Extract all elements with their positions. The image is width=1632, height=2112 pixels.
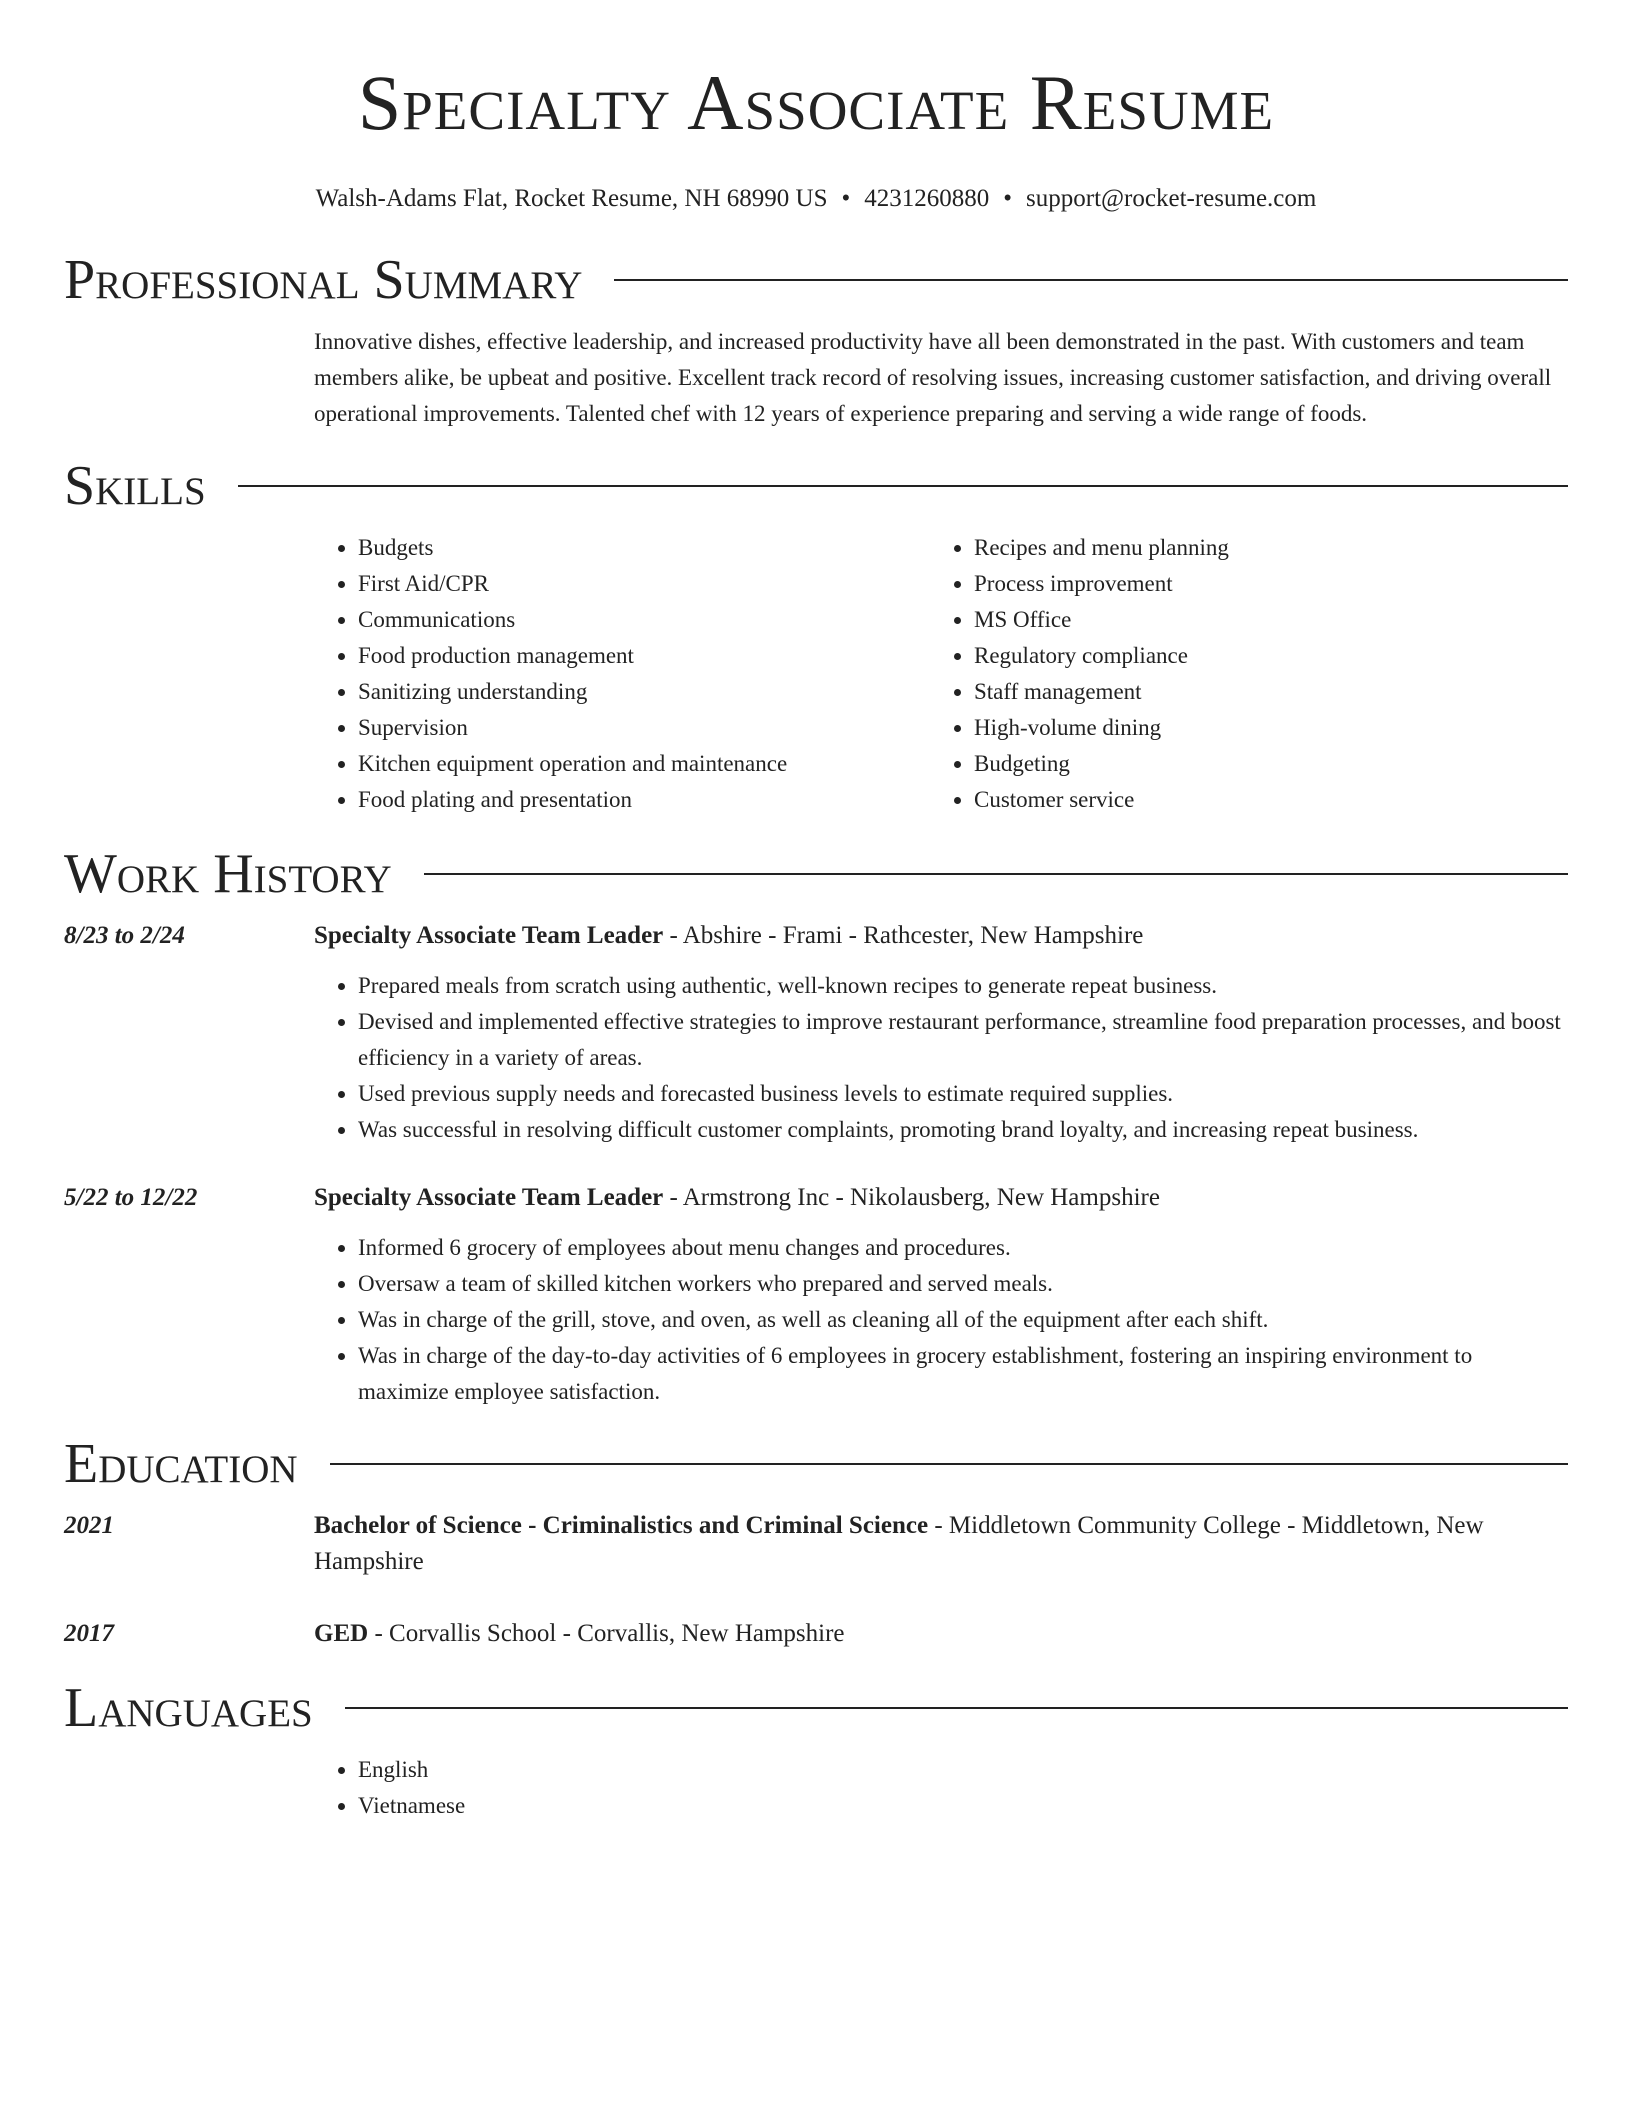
school-details: - Corvallis School - Corvallis, New Hampshire [368, 1620, 845, 1647]
skill-item: • Staff management [974, 674, 1546, 710]
resume-page [64, 0, 1568, 1824]
skill-item: • Sanitizing understanding [358, 674, 930, 710]
degree-name: GED [314, 1620, 369, 1647]
education-entry [64, 1616, 1568, 1652]
work-entry-heading [314, 918, 1568, 954]
summary-text: Innovative dishes, effective leadership, and increased productivity have all been demonstrated in the past. With customers and team members alike, be upbeat and positive. Excellent track record of resolving issues, increasing customer satisfaction, and driving overall operational improvements. Talented chef with 12 years of experience preparing and serving a wide range of foods. [314, 329, 1552, 426]
skill-item: • Budgets [358, 530, 930, 566]
summary-section-header [64, 248, 1568, 312]
skill-item: • Food production management [358, 638, 930, 674]
education-entry-body [314, 1508, 1568, 1580]
skill-item: • Customer service [974, 782, 1546, 818]
skill-item: • Budgeting [974, 746, 1546, 782]
work-entry-body [314, 1180, 1568, 1410]
resume-title: Specialty Associate Resume [357, 59, 1275, 146]
job-bullet: • Devised and implemented effective strategies to improve restaurant performance, streamline food preparation processes, and boost efficiency in a variety of areas. [358, 1004, 1568, 1076]
section-divider [238, 485, 1568, 487]
job-employer: - Abshire - Frami - Rathcester, New Hampshire [663, 922, 1144, 949]
skill-item: • MS Office [974, 602, 1546, 638]
section-divider [424, 873, 1568, 875]
skills-list-right [930, 530, 1546, 818]
education-section-header [64, 1432, 1568, 1496]
contact-phone: 4231260880 [864, 185, 990, 212]
languages-list [314, 1752, 465, 1824]
skill-item: • Communications [358, 602, 930, 638]
skills-list-left [314, 530, 930, 818]
skill-item: • First Aid/CPR [358, 566, 930, 602]
job-bullet: • Was successful in resolving difficult customer complaints, promoting brand loyalty, and increasing repeat business. [358, 1112, 1568, 1148]
language-item: • Vietnamese [358, 1788, 465, 1824]
work-entry [64, 918, 1568, 1148]
job-bullets [314, 968, 1568, 1148]
skills-column-right [930, 530, 1546, 818]
education-entry-heading [314, 1616, 1568, 1652]
job-title: Specialty Associate Team Leader [314, 922, 664, 949]
contact-separator: • [1003, 185, 1013, 212]
skills-grid [314, 530, 1568, 818]
skill-item: • Recipes and menu planning [974, 530, 1546, 566]
contact-address: Walsh-Adams Flat, Rocket Resume, NH 68990 US [315, 185, 828, 212]
education-entry-heading [314, 1508, 1568, 1580]
language-item: • English [358, 1752, 465, 1788]
work-section-header [64, 842, 1568, 906]
job-bullet: • Used previous supply needs and forecasted business levels to estimate required supplies. [358, 1076, 1568, 1112]
skill-item: • High-volume dining [974, 710, 1546, 746]
work-heading: Work History [64, 843, 392, 905]
education-entry-body [314, 1616, 1568, 1652]
job-bullet: • Prepared meals from scratch using authentic, well-known recipes to generate repeat business. [358, 968, 1568, 1004]
section-divider [330, 1463, 1568, 1465]
work-dates: 5/22 to 12/22 [64, 1184, 198, 1211]
work-dates: 8/23 to 2/24 [64, 922, 185, 949]
education-year: 2017 [64, 1620, 114, 1647]
languages-heading: Languages [64, 1677, 313, 1739]
job-bullets [314, 1230, 1568, 1410]
education-entry [64, 1508, 1568, 1580]
skills-section-header [64, 454, 1568, 518]
summary-heading: Professional Summary [64, 249, 583, 311]
skill-item: • Process improvement [974, 566, 1546, 602]
skill-item: • Kitchen equipment operation and maintenance [358, 746, 930, 782]
skill-item: • Regulatory compliance [974, 638, 1546, 674]
school-details: - Middletown Community College - Middletown, New Hampshire [314, 1512, 1484, 1575]
languages-section-header [64, 1676, 1568, 1740]
skills-column-left [314, 530, 930, 818]
contact-separator: • [841, 185, 851, 212]
skill-item: • Supervision [358, 710, 930, 746]
contact-email[interactable]: support@rocket-resume.com [1026, 185, 1317, 212]
languages-block [314, 1752, 1568, 1824]
skills-heading: Skills [64, 455, 206, 517]
job-employer: - Armstrong Inc - Nikolausberg, New Hampshire [663, 1184, 1160, 1211]
skill-item: • Food plating and presentation [358, 782, 930, 818]
work-entry-heading [314, 1180, 1568, 1216]
job-bullet: • Informed 6 grocery of employees about menu changes and procedures. [358, 1230, 1568, 1266]
job-bullet: • Was in charge of the grill, stove, and oven, as well as cleaning all of the equipment after each shift. [358, 1302, 1568, 1338]
job-title: Specialty Associate Team Leader [314, 1184, 664, 1211]
section-divider [614, 279, 1568, 281]
work-entry-body [314, 918, 1568, 1148]
job-bullet: • Oversaw a team of skilled kitchen workers who prepared and served meals. [358, 1266, 1568, 1302]
work-entry [64, 1180, 1568, 1410]
contact-line [64, 184, 1568, 214]
section-divider [345, 1707, 1568, 1709]
job-bullet: • Was in charge of the day-to-day activities of 6 employees in grocery establishment, fostering an inspiring environment to maximize employee satisfaction. [358, 1338, 1568, 1410]
degree-name: Bachelor of Science - Criminalistics and Criminal Science [314, 1512, 929, 1539]
education-heading: Education [64, 1433, 298, 1495]
education-year: 2021 [64, 1512, 114, 1539]
